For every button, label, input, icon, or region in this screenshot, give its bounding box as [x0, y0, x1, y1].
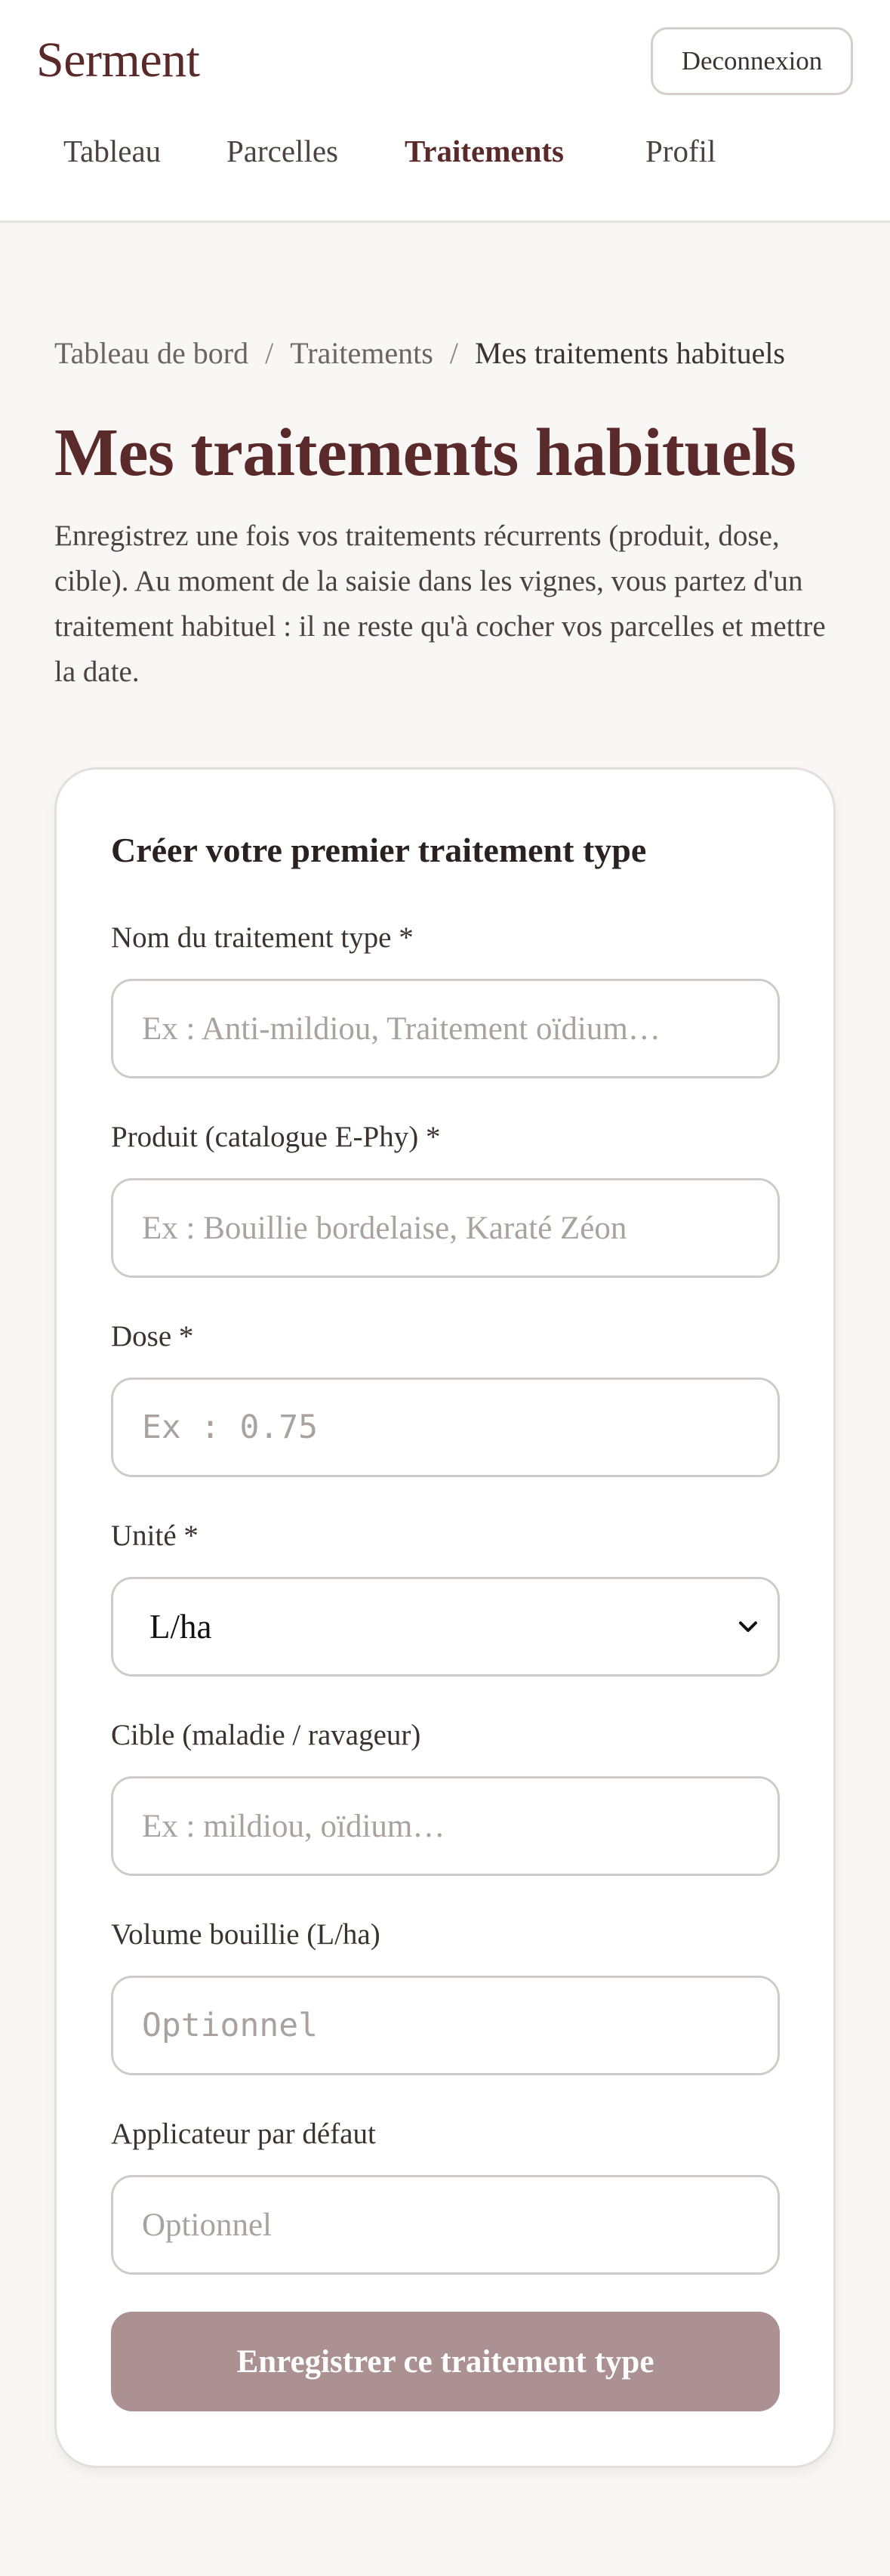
volume-label: Volume bouillie (L/ha)	[111, 1918, 380, 1951]
name-placeholder: Ex : Anti-mildiou, Traitement oïdium…	[142, 1010, 661, 1047]
brand-logo[interactable]: Serment	[36, 32, 200, 88]
dose-input[interactable]	[111, 1377, 780, 1477]
dose-label: Dose *	[111, 1320, 194, 1353]
logout-button[interactable]: Deconnexion	[651, 27, 853, 95]
page-intro: Enregistrez une fois vos traitements récurrents (produit, dose, cible). Au moment de la saisie dans les vignes, vous partez d'un traitement habituel : il ne reste qu'à cocher vos parcelles et mettre la date.	[54, 520, 826, 688]
name-label: Nom du traitement type *	[111, 921, 414, 954]
product-input[interactable]	[111, 1178, 780, 1278]
chevron-down-icon	[737, 1615, 759, 1638]
breadcrumb	[54, 335, 785, 371]
nav-item-profil[interactable]: Profil	[645, 134, 716, 168]
applicator-label: Applicateur par défaut	[111, 2118, 376, 2150]
volume-placeholder: Optionnel	[142, 2007, 318, 2044]
name-input[interactable]	[111, 979, 780, 1078]
breadcrumb-item-tableau-de-bord[interactable]: Tableau de bord	[54, 336, 249, 370]
target-label: Cible (maladie / ravageur)	[111, 1719, 421, 1751]
applicator-placeholder: Optionnel	[142, 2207, 272, 2243]
save-treatment-button[interactable]: Enregistrer ce traitement type	[111, 2312, 780, 2411]
nav-item-tableau[interactable]: Tableau	[63, 134, 162, 168]
product-label: Produit (catalogue E-Phy) *	[111, 1121, 441, 1153]
breadcrumb-separator: /	[265, 336, 274, 370]
volume-input[interactable]	[111, 1976, 780, 2075]
form-title: Créer votre premier traitement type	[111, 831, 647, 869]
main-nav	[0, 133, 890, 178]
target-input[interactable]	[111, 1776, 780, 1876]
product-placeholder: Ex : Bouillie bordelaise, Karaté Zéon	[142, 1210, 627, 1246]
page-title: Mes traitements habituels	[54, 415, 796, 490]
nav-item-traitements[interactable]: Traitements	[405, 134, 565, 168]
breadcrumb-separator: /	[449, 336, 458, 370]
nav-item-parcelles[interactable]: Parcelles	[226, 134, 338, 168]
breadcrumb-current: Mes traitements habituels	[474, 336, 785, 370]
target-placeholder: Ex : mildiou, oïdium…	[142, 1808, 445, 1844]
unit-select[interactable]	[111, 1577, 780, 1677]
dose-placeholder: Ex : 0.75	[142, 1408, 318, 1446]
top-header	[0, 0, 890, 223]
unit-label: Unité *	[111, 1519, 199, 1552]
treatment-form-card	[54, 767, 836, 2468]
breadcrumb-item-traitements[interactable]: Traitements	[290, 336, 433, 370]
unit-selected-value: L/ha	[149, 1608, 212, 1646]
applicator-input[interactable]	[111, 2175, 780, 2275]
